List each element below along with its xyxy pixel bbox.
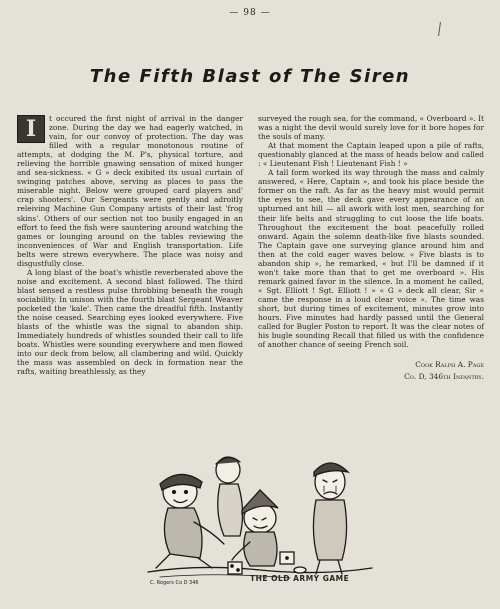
paragraph: A tall form worked its way through the mass and calmly answered, « Here, Captain », and took his place beside the former on the raft. As far as the heavy mist would permit the eyes to see, the deck gave every appearance of an upturned ant hill — all awork with lost men, searching for their life belts and struggling to cut loose the life boats. Throughout the excitement the boat peacefully rolled onward. Again the solemn death-like five blasts sounded. The Captain gave one surveying glance around him and then at the cold eager waves below. « Five blasts is to abandon ship », he remarked, « but I'll be damned if it won't take more than that to get me overboard ». His remark gained favor in the silence. In a moment he called, « Sgt. Elliott ! Sgt. Elliott ! » « G » deck all clear, Sir « came the response in a loud clear voice ». The time was short, but during times of excitement, minutes grow into hours. Five minutes had hardly passed until the General called for Bugler Poston to report. It was the clear notes of his bugle sounding Recall that filled us with the confidence of another chance of seeing French soil. — [258, 168, 484, 350]
paragraph: A long blast of the boat's whistle reverberated above the noise and excitement. A second blast followed. The third blast sensed a restless pulse throbbing beneath the rough sociability. In unison with the fourth blast Sergeant Weaver pocketed the 'kale'. Then came the dreadful fifth. Instantly the noise ceased. Searching eyes looked everywhere. Five blasts of the whistle was the signal to abandon ship. Immediately hundreds of whistles sounded their call to life boats. Whistles were sounding everywhere and men flowed into our deck from below, all clambering and wild. Quickly the mass was assembled on deck in formation near the rafts, waiting breathlessly, as they — [17, 267, 243, 377]
paragraph-text: t occured the first night of arrival in the danger zone. During the day we had eagerly watched, in vain, for our convoy of protection. The day was filled with a regular monotonous routine of attempts, at dodging the M. P's, physical torture, and relieving the horrible gnawing sensation of mixed hunger and sea-sickness. « G » deck exibited its usual curtain of swinging patches above, serving as places to pass the miserable night. Below were grouped card players and' crap shooters'. Our Sergeants were gently and adroitly releiving Machine Gun Company artists of their last 'frog skins'. Others of our section not too busily engaged in an effort to feed the fish were sauntering around watching the games or lounging around on the tables reviewing the inconveniences of War and English transportation. Life belts were strewn everywhere. The place was noisy and disgustfully close. — [17, 114, 243, 268]
paragraph: surveyed the rough sea, for the command, « Overboard ». It was a night the devil would surely love for it bore hopes for the souls of many. — [258, 114, 484, 142]
drop-cap: I — [17, 115, 45, 143]
paragraph: At that moment the Captain leaped upon a pile of rafts, questionably glanced at the mass of heads below and called : « Lieutenant Fish ! Lieutenant Fish ! » — [258, 141, 484, 169]
author-unit: Co. D, 346th Infantry. — [404, 372, 484, 382]
margin-mark — [438, 22, 441, 36]
page-number: — 98 — — [229, 8, 271, 18]
left-column — [17, 114, 243, 376]
article-title: The Fifth Blast of The Siren — [89, 66, 411, 87]
author-name: Cook Ralph A. Page — [415, 360, 484, 370]
signature — [258, 359, 484, 383]
artist-signature: C. Rogers Co D 346 — [150, 580, 199, 586]
cartoon-caption: THE OLD ARMY GAME — [250, 574, 350, 583]
right-column — [258, 114, 484, 383]
paragraph — [17, 114, 243, 268]
cartoon-illustration — [140, 432, 380, 592]
